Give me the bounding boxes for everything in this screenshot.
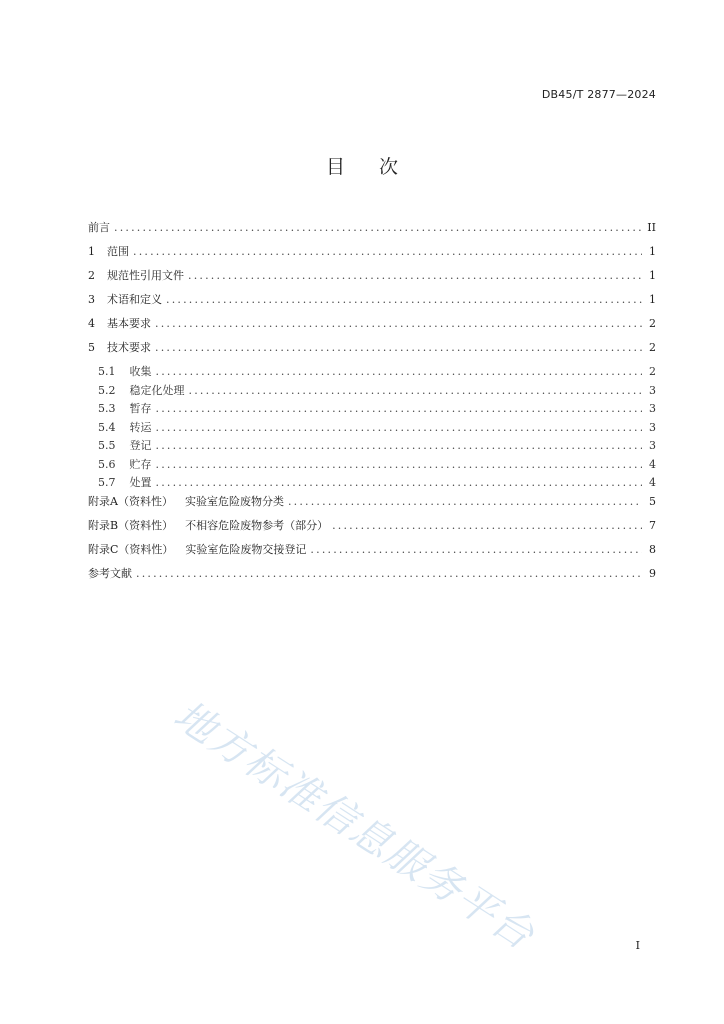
page-number: I <box>635 939 640 952</box>
toc-entry-label: 规范性引用文件 <box>107 269 184 282</box>
toc-entry-number: 5.3 <box>98 402 116 415</box>
toc-entry-page: 1 <box>649 245 656 258</box>
toc-entry-page: 3 <box>649 402 656 415</box>
toc-entry-page: 2 <box>649 317 656 330</box>
toc-entry[interactable] <box>88 219 656 243</box>
toc-leader-dots <box>114 219 642 237</box>
toc-entry[interactable] <box>88 565 656 589</box>
toc-entry-page: 3 <box>649 420 656 434</box>
toc-entry-label: 实验室危险废物交接登记 <box>185 542 307 556</box>
toc-entry-number: 1 <box>88 245 95 258</box>
toc-entry-page: 1 <box>649 269 656 282</box>
toc-entry[interactable] <box>88 456 656 475</box>
toc-entry-label: 处置 <box>129 476 152 489</box>
toc-leader-dots <box>156 437 643 455</box>
toc-entry-page: 7 <box>649 518 656 532</box>
toc-entry[interactable] <box>88 363 656 382</box>
page-title: 目次 <box>325 156 432 178</box>
toc-leader-dots <box>155 339 642 357</box>
toc-entry-label: 术语和定义 <box>107 293 162 306</box>
toc-entry-page: 9 <box>649 566 656 580</box>
toc-entry-page: 8 <box>649 542 656 556</box>
toc-entry-number: 5.2 <box>98 383 116 397</box>
toc-entry-label: 收集 <box>129 365 152 378</box>
toc-entry-page: 1 <box>649 293 656 306</box>
toc-entry-number: 3 <box>88 293 95 306</box>
toc-leader-dots <box>188 267 642 285</box>
toc-entry-number: 附录B（资料性） <box>88 518 174 532</box>
toc-entry-label: 范围 <box>107 245 129 258</box>
toc-entry-label: 稳定化处理 <box>129 383 185 397</box>
toc-entry-label: 暂存 <box>129 402 152 415</box>
toc-leader-dots <box>288 493 642 511</box>
toc-leader-dots <box>189 382 643 400</box>
toc-entry-label: 贮存 <box>129 457 152 471</box>
toc-entry[interactable] <box>88 291 656 315</box>
toc-entry-page: 4 <box>649 476 656 489</box>
toc-entry[interactable] <box>88 517 656 541</box>
toc-leader-dots <box>156 363 643 381</box>
toc-leader-dots <box>155 315 642 333</box>
toc-leader-dots <box>156 456 643 474</box>
toc-entry-page: II <box>647 221 656 234</box>
toc-entry-number: 附录C（资料性） <box>88 542 174 556</box>
toc-entry-page: 5 <box>649 494 656 508</box>
toc-entry-label: 技术要求 <box>107 341 151 354</box>
toc-entry-label: 不相容危险废物参考（部分） <box>185 518 329 532</box>
toc-entry-label: 基本要求 <box>107 317 151 330</box>
toc-entry[interactable] <box>88 382 656 401</box>
toc-entry[interactable] <box>88 315 656 339</box>
toc-entry-number: 5.1 <box>98 365 116 378</box>
toc-leader-dots <box>136 565 642 583</box>
toc-entry-number: 附录A（资料性） <box>88 494 173 508</box>
document-code: DB45/T 2877—2024 <box>541 88 656 101</box>
toc-entry-number: 5 <box>88 341 95 354</box>
toc-entry-number: 4 <box>88 317 95 330</box>
table-of-contents <box>88 219 656 589</box>
toc-entry[interactable] <box>88 339 656 363</box>
toc-entry-label: 参考文献 <box>88 566 132 580</box>
toc-entry-number: 5.5 <box>98 439 116 452</box>
toc-leader-dots <box>133 243 642 261</box>
toc-entry-label: 实验室危险废物分类 <box>184 494 284 508</box>
toc-entry-number: 5.4 <box>98 420 116 434</box>
toc-entry-page: 3 <box>649 383 656 397</box>
toc-entry-number: 2 <box>88 269 95 282</box>
toc-leader-dots <box>156 419 643 437</box>
toc-entry[interactable] <box>88 400 656 419</box>
toc-entry-label: 登记 <box>129 439 152 452</box>
toc-leader-dots <box>332 517 642 535</box>
toc-entry[interactable] <box>88 437 656 456</box>
toc-entry-page: 2 <box>649 365 656 378</box>
toc-leader-dots <box>166 291 642 309</box>
toc-leader-dots <box>310 541 642 559</box>
toc-entry-number: 5.6 <box>98 457 116 471</box>
toc-entry[interactable] <box>88 541 656 565</box>
toc-entry[interactable] <box>88 267 656 291</box>
toc-entry[interactable] <box>88 474 656 493</box>
toc-leader-dots <box>156 474 643 492</box>
toc-entry-label: 前言 <box>88 221 110 234</box>
toc-entry-number: 5.7 <box>98 476 116 489</box>
toc-entry-page: 3 <box>649 439 656 452</box>
toc-entry[interactable] <box>88 419 656 438</box>
toc-entry-page: 2 <box>649 341 656 354</box>
toc-entry[interactable] <box>88 493 656 517</box>
toc-leader-dots <box>156 400 643 418</box>
toc-entry-label: 转运 <box>129 420 152 434</box>
toc-entry-page: 4 <box>649 457 656 471</box>
toc-entry[interactable] <box>88 243 656 267</box>
watermark: 地方标准信息服务平台 <box>165 692 543 960</box>
